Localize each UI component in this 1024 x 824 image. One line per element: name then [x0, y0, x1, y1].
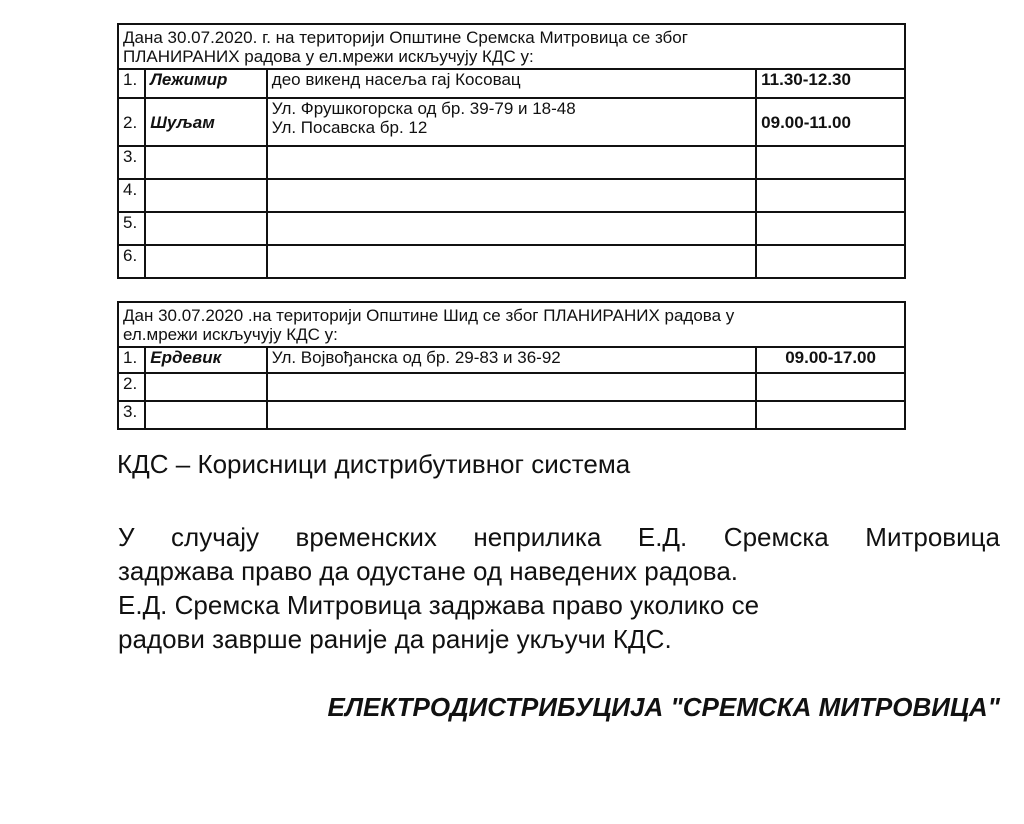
table-row: [118, 245, 905, 278]
place-name: [145, 179, 267, 212]
time-range: 11.30-12.30: [756, 69, 905, 98]
row-number: 1.: [118, 69, 145, 98]
table-row: [118, 347, 905, 373]
notice-line: радови заврше раније да раније укључи КДС.: [118, 624, 672, 654]
header-line: ел.мрежи искључују КДС у:: [123, 325, 338, 344]
time-range: 09.00-11.00: [756, 98, 905, 146]
table-header-row: [118, 302, 905, 347]
row-number: 3.: [118, 401, 145, 429]
table-row: [118, 373, 905, 401]
table-header: [118, 24, 905, 69]
time-range: [756, 373, 905, 401]
row-number: 2.: [118, 98, 145, 146]
area-line: део викенд насеља гај Косовац: [271, 70, 521, 89]
area-description: [267, 179, 756, 212]
area-line: Ул. Фрушкогорска од бр. 39-79 и 18-48: [271, 99, 576, 118]
row-number: 3.: [118, 146, 145, 179]
row-number: 4.: [118, 179, 145, 212]
place-name: Ердевик: [145, 347, 267, 373]
place-name: Лежимир: [145, 69, 267, 98]
outage-table-sremska-mitrovica: [117, 23, 906, 279]
time-range: 09.00-17.00: [756, 347, 905, 373]
place-name: [145, 373, 267, 401]
header-line: Дан 30.07.2020 .на територији Општине Шид се због ПЛАНИРАНИХ радова у: [123, 306, 735, 325]
place-name: [145, 245, 267, 278]
row-number: 2.: [118, 373, 145, 401]
area-description: [267, 69, 756, 98]
time-range: [756, 179, 905, 212]
area-description: [267, 373, 756, 401]
header-line: ПЛАНИРАНИХ радова у ел.мрежи искључују КДС у:: [123, 47, 534, 66]
place-name: [145, 146, 267, 179]
time-range: [756, 212, 905, 245]
outage-table-sid: [117, 301, 906, 430]
notice-paragraph: [118, 520, 1000, 656]
header-line: Дана 30.07.2020. г. на територији Општине Сремска Митровица се због: [123, 28, 688, 47]
table-row: [118, 179, 905, 212]
area-description: [267, 347, 756, 373]
area-line: Ул. Посавска бр. 12: [271, 118, 428, 137]
table-header-row: [118, 24, 905, 69]
area-description: [267, 245, 756, 278]
table-row: [118, 212, 905, 245]
time-range: [756, 245, 905, 278]
place-name: [145, 401, 267, 429]
table-row: [118, 69, 905, 98]
table-row: [118, 401, 905, 429]
notice-line: Е.Д. Сремска Митровица задржава право уколико се: [118, 590, 760, 620]
company-signature: ЕЛЕКТРОДИСТРИБУЦИЈА "СРЕМСКА МИТРОВИЦА": [327, 692, 1000, 722]
row-number: 6.: [118, 245, 145, 278]
table-row: [118, 98, 905, 146]
time-range: [756, 401, 905, 429]
notice-line: задржава право да одустане од наведених радова.: [118, 556, 739, 586]
area-description: [267, 401, 756, 429]
place-name: [145, 212, 267, 245]
table-header: [118, 302, 905, 347]
table-row: [118, 146, 905, 179]
area-description: [267, 146, 756, 179]
time-range: [756, 146, 905, 179]
area-line: Ул. Војвођанска од бр. 29-83 и 36-92: [271, 348, 561, 367]
row-number: 5.: [118, 212, 145, 245]
notice-line: У случају временских неприлика Е.Д. Сремска Митровица: [118, 522, 1000, 552]
area-description: [267, 212, 756, 245]
place-name: Шуљам: [145, 98, 267, 146]
abbreviation-legend: КДС – Корисници дистрибутивног система: [117, 449, 631, 479]
area-description: [267, 98, 756, 146]
row-number: 1.: [118, 347, 145, 373]
